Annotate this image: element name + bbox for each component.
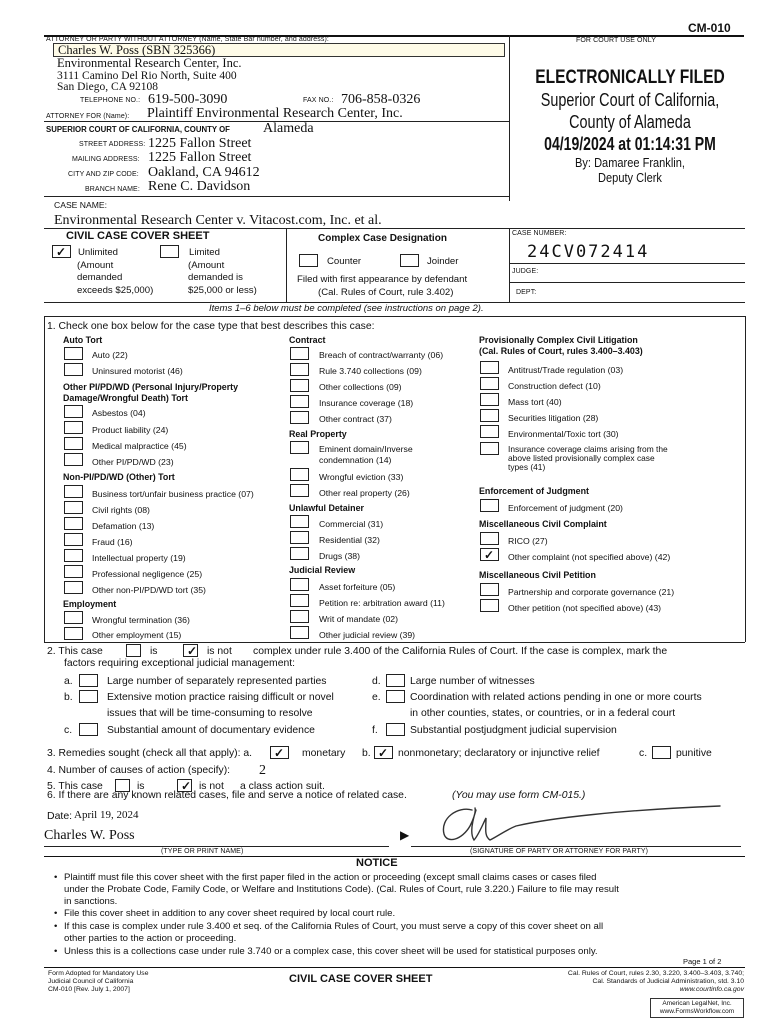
col3-h3: Miscellaneous Civil Complaint (479, 519, 607, 529)
efiled-line1: ELECTRONICALLY FILED (535, 67, 725, 88)
label-ip: Intellectual property (19) (92, 553, 186, 563)
attorney-name-field[interactable] (53, 43, 505, 57)
fax-value[interactable]: 706-858-0326 (341, 92, 421, 107)
cb-residential[interactable] (290, 531, 309, 544)
item2-f-checkbox[interactable] (386, 723, 405, 736)
notice-title: NOTICE (356, 857, 398, 869)
item2-b-text2: issues that will be time-consuming to resolve (107, 708, 313, 719)
item2-is-checkbox[interactable] (126, 644, 141, 657)
counter-checkbox[interactable] (299, 254, 318, 267)
label-breach: Breach of contract/warranty (06) (319, 350, 444, 360)
name-rule (44, 846, 389, 847)
label-insurance-claims-c: types (41) (508, 462, 546, 472)
item2-b-text1: Extensive motion practice raising difficult or novel (107, 692, 334, 703)
attorney-label: ATTORNEY OR PARTY WITHOUT ATTORNEY (Name, State Bar number, and address): (46, 36, 329, 43)
label-enforcement: Enforcement of judgment (20) (508, 503, 623, 513)
unlimited-sub3: exceeds $25,000) (77, 285, 154, 296)
cb-business[interactable] (64, 485, 83, 498)
efiled-line5: By: Damaree Franklin, (575, 155, 685, 170)
item2-b-checkbox[interactable] (79, 690, 98, 703)
item6-label: 6. If there are any known related cases, file and serve a notice of related case. (47, 790, 407, 801)
brand-url[interactable]: www.FormsWorkflow.com (659, 1008, 735, 1015)
item3-c: c. (639, 748, 648, 759)
efiled-line3: County of Alameda (569, 112, 691, 132)
cb-wrongful-eviction[interactable] (290, 468, 309, 481)
label-residential: Residential (32) (319, 535, 380, 545)
label-rico: RICO (27) (508, 536, 548, 546)
label-masstort: Mass tort (40) (508, 397, 562, 407)
signer-name[interactable]: Charles W. Poss (44, 828, 135, 843)
label-othercollections: Other collections (09) (319, 382, 402, 392)
date-value[interactable]: April 19, 2024 (74, 809, 139, 821)
item2-d-text: Large number of witnesses (410, 676, 535, 687)
label-wrongful-eviction: Wrongful eviction (33) (319, 472, 404, 482)
label-medical: Medical malpractice (45) (92, 441, 187, 451)
street-value[interactable]: 1225 Fallon Street (148, 136, 252, 151)
cb-antitrust[interactable] (480, 361, 499, 374)
item3-monetary-checkbox[interactable] (270, 746, 289, 759)
unlimited-sub2: demanded (77, 272, 123, 283)
rule-coversheet (44, 228, 510, 229)
telephone-label: TELEPHONE NO.: (80, 97, 141, 104)
label-construction: Construction defect (10) (508, 381, 601, 391)
cb-civilrights[interactable] (64, 501, 83, 514)
col1-h3: Non-PI/PD/WD (Other) Tort (63, 472, 175, 482)
notice-b3a: • If this case is complex under rule 3.400 et seq. of the California Rules of Court, you must serve a copy of this cover sheet on all (64, 921, 603, 932)
cb-rule3740[interactable] (290, 363, 309, 376)
item2-a-text: Large number of separately represented parties (107, 676, 327, 687)
rule-dept (509, 282, 745, 283)
date-label: Date: (47, 810, 73, 822)
item5-label: 5. This case (47, 781, 103, 792)
cityzip-label: CITY AND ZIP CODE: (68, 171, 139, 178)
street-label: STREET ADDRESS: (79, 141, 146, 148)
check-icon: ✓ (274, 746, 285, 760)
cb-othercontract[interactable] (290, 411, 309, 424)
item3-nonmonetary-checkbox[interactable] (374, 746, 393, 759)
item2-f-text: Substantial postjudgment judicial supervision (410, 725, 617, 736)
cb-insurance-claims[interactable] (480, 442, 499, 455)
rule-casename (44, 196, 510, 197)
item1-intro: 1. Check one box below for the case type that best describes this case: (47, 321, 375, 332)
footer-right2: Cal. Standards of Judicial Administration, std. 3.10 (592, 978, 744, 985)
arrow-icon: ▶ (400, 828, 410, 842)
label-environmental: Environmental/Toxic tort (30) (508, 429, 619, 439)
cb-otherpi[interactable] (64, 453, 83, 466)
notice-b3b: other parties to the action or proceeding. (64, 933, 237, 944)
items-note: Items 1–6 below must be completed (see instructions on page 2). (209, 303, 484, 314)
item2-a-checkbox[interactable] (79, 674, 98, 687)
label-wrongful-term: Wrongful termination (36) (92, 615, 190, 625)
complex-divider (286, 228, 287, 302)
col1-h1: Auto Tort (63, 335, 103, 345)
type-print-label: (TYPE OR PRINT NAME) (161, 848, 244, 855)
casenum-divider (509, 228, 510, 302)
label-defamation: Defamation (13) (92, 521, 155, 531)
item1-left (44, 316, 45, 642)
check-icon: ✓ (484, 548, 495, 562)
cb-environmental[interactable] (480, 425, 499, 438)
footer-title: CIVIL CASE COVER SHEET (289, 973, 433, 985)
footer-right (520, 970, 744, 994)
notice-b4: • Unless this is a collections case under rule 3.740 or a complex case, this cover sheet will be used for statistical purposes only. (64, 946, 598, 957)
cb-othernonpi[interactable] (64, 581, 83, 594)
footer-left1: Form Adopted for Mandatory Use (48, 970, 149, 977)
item2-e-text2: in other counties, states, or countries, or in a federal court (410, 708, 676, 719)
item2-isnot-checkbox[interactable] (183, 644, 198, 657)
cb-defamation[interactable] (64, 517, 83, 530)
label-drugs: Drugs (38) (319, 551, 361, 561)
case-number-value[interactable]: 24CV072414 (527, 242, 650, 262)
cb-securities[interactable] (480, 409, 499, 422)
col1-h2a: Other PI/PD/WD (Personal Injury/Property (63, 382, 239, 392)
branch-label: BRANCH NAME: (85, 186, 140, 193)
check-icon: ✓ (181, 779, 192, 793)
limited-checkbox[interactable] (160, 245, 179, 258)
label-arbitration: Petition re: arbitration award (11) (319, 598, 445, 608)
filed-with: Filed with first appearance by defendant (297, 274, 468, 285)
cb-other-employment[interactable] (64, 627, 83, 640)
mailing-label: MAILING ADDRESS: (72, 156, 140, 163)
item1-bottom (44, 642, 745, 643)
item5-is: is (137, 781, 145, 792)
footer-right3[interactable]: www.courtinfo.ca.gov (679, 986, 744, 993)
check-icon: ✓ (378, 746, 389, 760)
cb-other-real[interactable] (290, 484, 309, 497)
item3-punitive-checkbox[interactable] (652, 746, 671, 759)
item2-d-checkbox[interactable] (386, 674, 405, 687)
item2-is: is (150, 646, 158, 657)
complex-title: Complex Case Designation (318, 233, 447, 244)
label-auto: Auto (22) (92, 350, 128, 360)
notice-b1a: • Plaintiff must file this cover sheet with the first paper filed in the action or proceeding (except small claims cases or cases filed (64, 872, 597, 883)
fax-label: FAX NO.: (303, 97, 334, 104)
col3-h1b: (Cal. Rules of Court, rules 3.400–3.403) (479, 346, 643, 356)
joinder-checkbox[interactable] (400, 254, 419, 267)
efiled-line6: Deputy Clerk (598, 170, 662, 185)
cb-product[interactable] (64, 421, 83, 434)
cb-breach[interactable] (290, 347, 309, 360)
cb-fraud[interactable] (64, 533, 83, 546)
counter-label: Counter (327, 256, 362, 267)
label-business: Business tort/unfair business practice (07) (92, 489, 254, 499)
cb-other-judicial[interactable] (290, 626, 309, 639)
label-civilrights: Civil rights (08) (92, 505, 150, 515)
item3-label: 3. Remedies sought (check all that apply): a. (47, 748, 253, 759)
cb-other-complaint[interactable] (480, 548, 499, 561)
footer-left3: CM-010 [Rev. July 1, 2007] (48, 986, 130, 993)
item3-b: b. (362, 748, 371, 759)
cb-rico[interactable] (480, 532, 499, 545)
item2-a: a. (64, 676, 73, 687)
attorney-org: Environmental Research Center, Inc. (57, 56, 242, 70)
cb-commercial[interactable] (290, 515, 309, 528)
branch-value[interactable]: Rene C. Davidson (148, 179, 251, 194)
rule-judge (509, 263, 745, 264)
joinder-label: Joinder (427, 256, 459, 267)
col1-h2b: Damage/Wrongful Death) Tort (63, 393, 188, 403)
item4-label: 4. Number of causes of action (specify): (47, 765, 231, 776)
item2-this-case: 2. This case (47, 646, 103, 657)
col3-h2: Enforcement of Judgment (479, 486, 589, 496)
court-use-label: FOR COURT USE ONLY (576, 37, 656, 44)
cb-enforcement[interactable] (480, 499, 499, 512)
item6-tail: (You may use form CM-015.) (452, 790, 586, 801)
item3-monetary: monetary (302, 748, 346, 759)
cb-other-petition[interactable] (480, 599, 499, 612)
cb-ip[interactable] (64, 549, 83, 562)
item3-nonmonetary: nonmonetary; declaratory or injunctive relief (398, 748, 600, 759)
label-other-complaint: Other complaint (not specified above) (42) (508, 552, 671, 562)
unlimited-label: Unlimited (78, 247, 118, 258)
label-other-real: Other real property (26) (319, 488, 410, 498)
signature-label: (SIGNATURE OF PARTY OR ATTORNEY FOR PARTY) (470, 848, 649, 855)
attorney-name: Charles W. Poss (SBN 325366) (58, 43, 216, 57)
notice-b1b: under the Probate Code, Family Code, or Welfare and Institutions Code). (Cal. Rules of Court, rule 3.220.) Failure to file may result (64, 884, 619, 895)
rules-note: (Cal. Rules of Court, rule 3.402) (318, 287, 454, 298)
case-number-label: CASE NUMBER: (512, 230, 567, 237)
label-other-judicial: Other judicial review (39) (319, 630, 416, 640)
label-other-petition: Other petition (not specified above) (43) (508, 603, 662, 613)
label-fraud: Fraud (16) (92, 537, 133, 547)
check-icon: ✓ (56, 245, 67, 259)
cb-medical[interactable] (64, 437, 83, 450)
item2-c-checkbox[interactable] (79, 723, 98, 736)
item2-b: b. (64, 692, 73, 703)
col3-h4: Miscellaneous Civil Petition (479, 570, 596, 580)
limited-sub1: (Amount (188, 260, 225, 271)
label-insurance: Insurance coverage (18) (319, 398, 414, 408)
mailing-value[interactable]: 1225 Fallon Street (148, 150, 252, 165)
notice-b1c: in sanctions. (64, 896, 118, 907)
cityzip-value[interactable]: Oakland, CA 94612 (148, 165, 260, 180)
cb-writ[interactable] (290, 610, 309, 623)
attorney-city: San Diego, CA 92108 (57, 81, 158, 93)
attorney-street: 3111 Camino Del Rio North, Suite 400 (57, 70, 237, 82)
unlimited-checkbox[interactable] (52, 245, 71, 258)
label-uninsured: Uninsured motorist (46) (92, 366, 183, 376)
col2-h1: Contract (289, 335, 326, 345)
footer-right1: Cal. Rules of Court, rules 2.30, 3.220, 3.400–3.403, 3.740; (567, 970, 744, 977)
label-eminent-a: Eminent domain/Inverse (319, 444, 413, 454)
cb-eminent[interactable] (290, 441, 309, 454)
label-othernonpi: Other non-PI/PD/WD tort (35) (92, 585, 206, 595)
attorney-for-label: ATTORNEY FOR (Name): (46, 113, 130, 120)
col3-h1a: Provisionally Complex Civil Litigation (479, 335, 638, 345)
label-product: Product liability (24) (92, 425, 169, 435)
cb-asset[interactable] (290, 578, 309, 591)
dept-label: DEPT: (516, 289, 537, 296)
signature-image (420, 796, 760, 852)
court-label: SUPERIOR COURT OF CALIFORNIA, COUNTY OF (46, 125, 230, 134)
limited-sub3: $25,000 or less) (188, 285, 257, 296)
label-professional: Professional negligence (25) (92, 569, 203, 579)
check-icon: ✓ (187, 644, 198, 658)
cb-partnership[interactable] (480, 583, 499, 596)
footer-rule (44, 967, 745, 968)
cb-insurance[interactable] (290, 395, 309, 408)
footer-left (48, 970, 149, 994)
item2-d: d. (372, 676, 381, 687)
unlimited-sub1: (Amount (77, 260, 114, 271)
cb-auto[interactable] (64, 347, 83, 360)
efiled-line2: Superior Court of California, (540, 90, 720, 110)
case-name-value[interactable]: Environmental Research Center v. Vitacost.com, Inc. et al. (54, 213, 382, 228)
cb-othercollections[interactable] (290, 379, 309, 392)
limited-sub2: demanded is (188, 272, 243, 283)
label-insurance-claims-a: Insurance coverage claims arising from the (508, 444, 668, 454)
label-other-employment: Other employment (15) (92, 630, 182, 640)
col2-h4: Judicial Review (289, 565, 356, 575)
item2-f: f. (372, 725, 378, 736)
label-insurance-claims-b: above listed provisionally complex case (508, 453, 655, 463)
label-othercontract: Other contract (37) (319, 414, 392, 424)
col1-h4: Employment (63, 599, 117, 609)
header-divider (509, 35, 510, 201)
label-securities: Securities litigation (28) (508, 413, 599, 423)
label-writ: Writ of mandate (02) (319, 614, 399, 624)
item2-e: e. (372, 692, 381, 703)
cover-title: CIVIL CASE COVER SHEET (66, 230, 210, 242)
label-partnership: Partnership and corporate governance (21) (508, 587, 675, 597)
cb-construction[interactable] (480, 377, 499, 390)
item2-complex-text: complex under rule 3.400 of the California Rules of Court. If the case is complex, mark the (253, 646, 668, 657)
cb-drugs[interactable] (290, 547, 309, 560)
efiled-line4: 04/19/2024 at 01:14:31 PM (544, 134, 716, 154)
judge-label: JUDGE: (512, 268, 539, 275)
item5-tail: a class action suit. (240, 781, 325, 792)
cb-arbitration[interactable] (290, 594, 309, 607)
cb-masstort[interactable] (480, 393, 499, 406)
telephone-value[interactable]: 619-500-3090 (148, 92, 228, 107)
cb-professional[interactable] (64, 565, 83, 578)
col2-h2: Real Property (289, 429, 347, 439)
col2-h3: Unlawful Detainer (289, 503, 364, 513)
efiled-stamp (514, 67, 746, 185)
brand-name: American LegalNet, Inc. (662, 1000, 732, 1007)
form-number: CM-010 (688, 21, 731, 35)
cb-wrongful-term[interactable] (64, 611, 83, 624)
footer-left2: Judicial Council of California (48, 978, 134, 985)
county-value[interactable]: Alameda (263, 121, 314, 136)
limited-label: Limited (189, 247, 220, 258)
label-asbestos: Asbestos (04) (92, 408, 146, 418)
cb-uninsured[interactable] (64, 363, 83, 376)
item2-e-checkbox[interactable] (386, 690, 405, 703)
label-otherpi: Other PI/PD/WD (23) (92, 457, 174, 467)
item2-e-text1: Coordination with related actions pending in one or more courts (410, 692, 702, 703)
cb-asbestos[interactable] (64, 405, 83, 418)
label-asset: Asset forfeiture (05) (319, 582, 396, 592)
rule-item1 (44, 316, 745, 317)
label-antitrust: Antitrust/Trade regulation (03) (508, 365, 624, 375)
item5-isnot: is not (199, 781, 224, 792)
case-name-label: CASE NAME: (54, 200, 108, 210)
label-commercial: Commercial (31) (319, 519, 384, 529)
item1-right (745, 316, 746, 642)
item2-factors: factors requiring exceptional judicial management: (64, 658, 296, 669)
item2-c: c. (64, 725, 73, 736)
rule-casenum (509, 228, 745, 229)
label-rule3740: Rule 3.740 collections (09) (319, 366, 422, 376)
item2-c-text: Substantial amount of documentary evidence (107, 725, 315, 736)
page-number: Page 1 of 2 (683, 957, 722, 966)
attorney-for-value[interactable]: Plaintiff Environmental Research Center, Inc. (147, 106, 403, 121)
label-eminent-b: condemnation (14) (319, 455, 392, 465)
notice-b2: • File this cover sheet in addition to any cover sheet required by local court rule. (64, 908, 395, 919)
item2-isnot: is not (207, 646, 232, 657)
legalnet-brand (650, 998, 744, 1018)
item3-punitive: punitive (676, 748, 712, 759)
item4-value[interactable]: 2 (259, 763, 266, 778)
